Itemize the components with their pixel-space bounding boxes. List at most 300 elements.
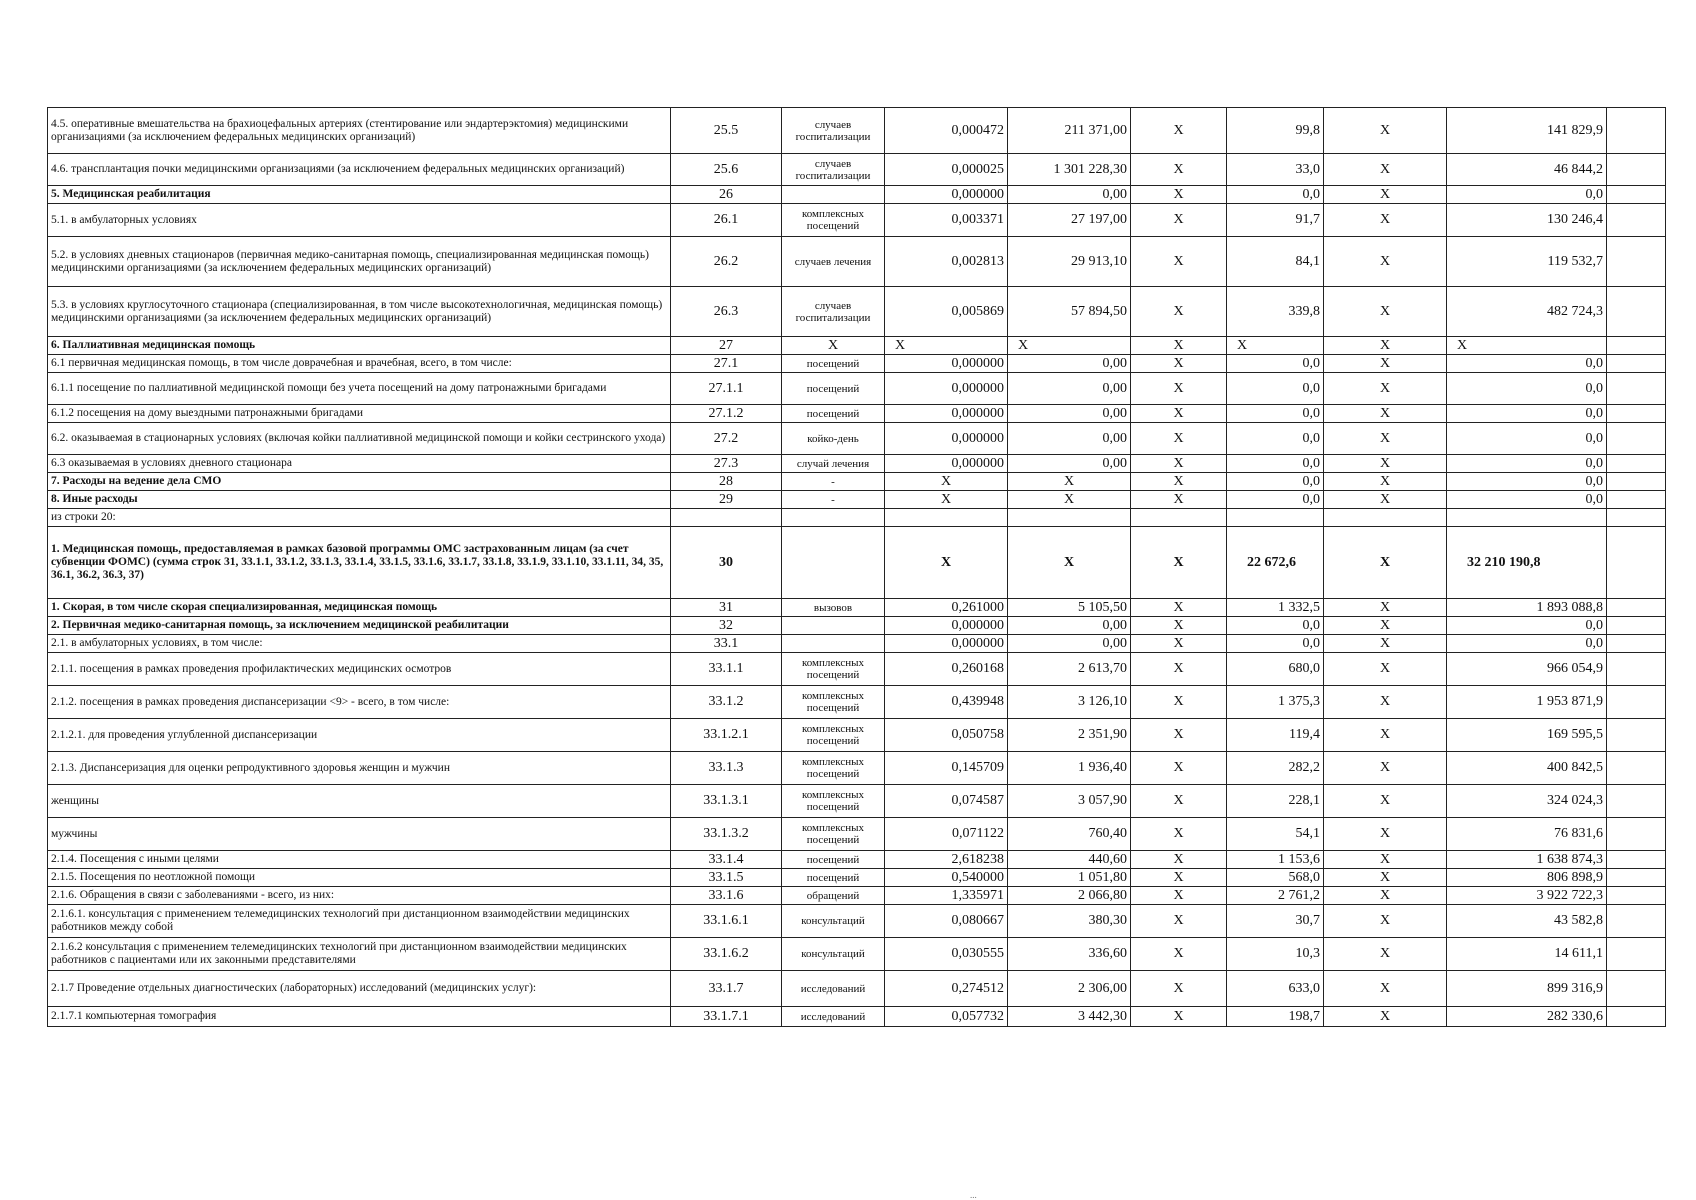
row-unit: случаев госпитализации xyxy=(782,108,885,154)
row-norm-volume: 0,261000 xyxy=(885,599,1008,617)
row-col10 xyxy=(1607,287,1666,337)
row-col6: X xyxy=(1131,186,1227,204)
row-norm-cost: 0,00 xyxy=(1008,635,1131,653)
row-name: 6.1.1 посещение по паллиативной медицинской помощи без учета посещений на дому патронажными бригадами xyxy=(48,373,671,405)
row-col6: X xyxy=(1131,752,1227,785)
row-col8: X xyxy=(1324,373,1447,405)
row-total: 0,0 xyxy=(1447,355,1607,373)
row-name: 2.1.4. Посещения с иными целями xyxy=(48,851,671,869)
row-norm-cost: 1 936,40 xyxy=(1008,752,1131,785)
row-norm-cost: X xyxy=(1008,337,1131,355)
row-col10 xyxy=(1607,719,1666,752)
row-unit: случай лечения xyxy=(782,455,885,473)
row-unit: посещений xyxy=(782,869,885,887)
row-per-capita: 0,0 xyxy=(1227,186,1324,204)
row-name: 5.1. в амбулаторных условиях xyxy=(48,204,671,237)
table-row xyxy=(48,154,1666,186)
row-col10 xyxy=(1607,237,1666,287)
row-norm-cost: 1 051,80 xyxy=(1008,869,1131,887)
row-per-capita: 633,0 xyxy=(1227,971,1324,1007)
table-row xyxy=(48,455,1666,473)
row-norm-cost: 0,00 xyxy=(1008,455,1131,473)
row-unit: обращений xyxy=(782,887,885,905)
row-total: 141 829,9 xyxy=(1447,108,1607,154)
row-total: 169 595,5 xyxy=(1447,719,1607,752)
row-total: 1 638 874,3 xyxy=(1447,851,1607,869)
row-code: 33.1.6 xyxy=(671,887,782,905)
table-row xyxy=(48,686,1666,719)
row-norm-volume: 0,003371 xyxy=(885,204,1008,237)
row-col10 xyxy=(1607,938,1666,971)
row-norm-cost: 3 057,90 xyxy=(1008,785,1131,818)
row-col6: X xyxy=(1131,491,1227,509)
row-per-capita: 33,0 xyxy=(1227,154,1324,186)
row-col8: X xyxy=(1324,1007,1447,1027)
row-unit: посещений xyxy=(782,851,885,869)
row-norm-cost: 57 894,50 xyxy=(1008,287,1131,337)
row-norm-cost: 2 066,80 xyxy=(1008,887,1131,905)
row-code: 33.1.2.1 xyxy=(671,719,782,752)
row-col8: X xyxy=(1324,905,1447,938)
row-per-capita: 1 332,5 xyxy=(1227,599,1324,617)
row-total: 282 330,6 xyxy=(1447,1007,1607,1027)
row-code: 33.1 xyxy=(671,635,782,653)
row-col8: X xyxy=(1324,491,1447,509)
table-row xyxy=(48,509,1666,527)
row-norm-volume: 0,071122 xyxy=(885,818,1008,851)
row-norm-volume: X xyxy=(885,473,1008,491)
row-col6: X xyxy=(1131,599,1227,617)
row-norm-volume: 0,274512 xyxy=(885,971,1008,1007)
row-total: 966 054,9 xyxy=(1447,653,1607,686)
row-norm-volume: X xyxy=(885,527,1008,599)
row-col10 xyxy=(1607,108,1666,154)
row-norm-volume: 0,050758 xyxy=(885,719,1008,752)
row-norm-volume: 0,000000 xyxy=(885,355,1008,373)
table-row xyxy=(48,905,1666,938)
row-norm-volume: 0,000000 xyxy=(885,186,1008,204)
table-row xyxy=(48,337,1666,355)
row-name: 2.1. в амбулаторных условиях, в том числе: xyxy=(48,635,671,653)
row-unit: комплексных посещений xyxy=(782,818,885,851)
row-norm-cost: 2 351,90 xyxy=(1008,719,1131,752)
row-col10 xyxy=(1607,686,1666,719)
table-row xyxy=(48,355,1666,373)
row-per-capita xyxy=(1227,509,1324,527)
row-unit: исследований xyxy=(782,971,885,1007)
row-code: 33.1.3.2 xyxy=(671,818,782,851)
row-norm-volume: 0,439948 xyxy=(885,686,1008,719)
page-number-mark: ... xyxy=(970,1190,977,1200)
row-col10 xyxy=(1607,869,1666,887)
row-col10 xyxy=(1607,785,1666,818)
table-row xyxy=(48,1007,1666,1027)
row-norm-volume: 0,000000 xyxy=(885,635,1008,653)
row-col10 xyxy=(1607,752,1666,785)
row-col8: X xyxy=(1324,785,1447,818)
row-norm-volume: 0,145709 xyxy=(885,752,1008,785)
row-total: 1 893 088,8 xyxy=(1447,599,1607,617)
row-per-capita: 680,0 xyxy=(1227,653,1324,686)
row-col8: X xyxy=(1324,337,1447,355)
row-code: 33.1.7.1 xyxy=(671,1007,782,1027)
row-unit: вызовов xyxy=(782,599,885,617)
row-unit: комплексных посещений xyxy=(782,752,885,785)
row-name: 5.2. в условиях дневных стационаров (первичная медико-санитарная помощь, специализированная медицинская помощь) медицинскими организациями (за исключением федеральных медицинских организаций) xyxy=(48,237,671,287)
row-norm-volume: 0,540000 xyxy=(885,869,1008,887)
row-col6: X xyxy=(1131,635,1227,653)
row-total: 3 922 722,3 xyxy=(1447,887,1607,905)
row-total: 0,0 xyxy=(1447,186,1607,204)
row-col6: X xyxy=(1131,686,1227,719)
row-code: 30 xyxy=(671,527,782,599)
row-name: 2.1.6. Обращения в связи с заболеваниями - всего, из них: xyxy=(48,887,671,905)
row-unit: комплексных посещений xyxy=(782,204,885,237)
table-row xyxy=(48,785,1666,818)
row-col8: X xyxy=(1324,653,1447,686)
row-name: 7. Расходы на ведение дела СМО xyxy=(48,473,671,491)
row-norm-cost: 380,30 xyxy=(1008,905,1131,938)
row-col8: X xyxy=(1324,719,1447,752)
row-norm-cost: 211 371,00 xyxy=(1008,108,1131,154)
row-total: 0,0 xyxy=(1447,423,1607,455)
row-col8: X xyxy=(1324,355,1447,373)
row-col6: X xyxy=(1131,653,1227,686)
row-code: 28 xyxy=(671,473,782,491)
row-code: 33.1.7 xyxy=(671,971,782,1007)
row-col10 xyxy=(1607,455,1666,473)
row-code: 25.6 xyxy=(671,154,782,186)
row-total: 46 844,2 xyxy=(1447,154,1607,186)
row-col10 xyxy=(1607,527,1666,599)
row-total: 119 532,7 xyxy=(1447,237,1607,287)
row-per-capita: 339,8 xyxy=(1227,287,1324,337)
row-norm-cost: 27 197,00 xyxy=(1008,204,1131,237)
table-row xyxy=(48,287,1666,337)
table-row xyxy=(48,237,1666,287)
row-col8: X xyxy=(1324,287,1447,337)
row-norm-volume: 0,000000 xyxy=(885,617,1008,635)
row-norm-volume: X xyxy=(885,491,1008,509)
table-row xyxy=(48,527,1666,599)
row-code: 27.1.1 xyxy=(671,373,782,405)
row-col10 xyxy=(1607,851,1666,869)
row-name: 1. Скорая, в том числе скорая специализированная, медицинская помощь xyxy=(48,599,671,617)
row-code: 33.1.5 xyxy=(671,869,782,887)
row-code: 33.1.6.2 xyxy=(671,938,782,971)
row-code: 27.3 xyxy=(671,455,782,473)
table-row xyxy=(48,653,1666,686)
row-col6: X xyxy=(1131,617,1227,635)
table-row xyxy=(48,617,1666,635)
row-total: 899 316,9 xyxy=(1447,971,1607,1007)
row-col10 xyxy=(1607,405,1666,423)
row-unit: комплексных посещений xyxy=(782,785,885,818)
table-row xyxy=(48,971,1666,1007)
row-name: 6. Паллиативная медицинская помощь xyxy=(48,337,671,355)
row-total: 482 724,3 xyxy=(1447,287,1607,337)
row-norm-volume: X xyxy=(885,337,1008,355)
row-unit: случаев госпитализации xyxy=(782,154,885,186)
row-total: 0,0 xyxy=(1447,405,1607,423)
row-per-capita: X xyxy=(1227,337,1324,355)
row-norm-cost: 5 105,50 xyxy=(1008,599,1131,617)
row-total: 43 582,8 xyxy=(1447,905,1607,938)
row-norm-cost: 0,00 xyxy=(1008,617,1131,635)
row-col10 xyxy=(1607,818,1666,851)
row-col8: X xyxy=(1324,869,1447,887)
row-name: 6.1 первичная медицинская помощь, в том числе доврачебная и врачебная, всего, в том числе: xyxy=(48,355,671,373)
row-per-capita: 0,0 xyxy=(1227,491,1324,509)
row-unit xyxy=(782,617,885,635)
row-col8: X xyxy=(1324,851,1447,869)
row-code: 27.1.2 xyxy=(671,405,782,423)
row-norm-volume: 0,030555 xyxy=(885,938,1008,971)
row-norm-volume: 0,000000 xyxy=(885,455,1008,473)
row-name: 6.1.2 посещения на дому выездными патронажными бригадами xyxy=(48,405,671,423)
row-name: 2.1.6.2 консультация с применением телемедицинских технологий при дистанционном взаимодействии медицинских работников с пациентами или их законными представителями xyxy=(48,938,671,971)
row-per-capita: 0,0 xyxy=(1227,373,1324,405)
row-col6: X xyxy=(1131,355,1227,373)
row-norm-volume: 0,000000 xyxy=(885,373,1008,405)
row-name: 1. Медицинская помощь, предоставляемая в рамках базовой программы ОМС застрахованным лицам (за счет субвенции ФОМС) (сумма строк 31, 33.1.1, 33.1.2, 33.1.3, 33.1.4, 33.1.5, 33.1.6, 33.1.7, 33.1.8, 33.1.9, 33.1.10, 33.1.11, 34, 35, 36.1, 36.2, 36.3, 37) xyxy=(48,527,671,599)
row-col6: X xyxy=(1131,237,1227,287)
row-norm-cost: 0,00 xyxy=(1008,355,1131,373)
row-norm-volume xyxy=(885,509,1008,527)
row-code xyxy=(671,509,782,527)
row-col10 xyxy=(1607,355,1666,373)
row-col8: X xyxy=(1324,887,1447,905)
row-norm-volume: 1,335971 xyxy=(885,887,1008,905)
table-row xyxy=(48,405,1666,423)
row-col8: X xyxy=(1324,204,1447,237)
row-col10 xyxy=(1607,617,1666,635)
row-col6: X xyxy=(1131,905,1227,938)
row-norm-volume: 2,618238 xyxy=(885,851,1008,869)
row-col10 xyxy=(1607,635,1666,653)
row-col8: X xyxy=(1324,455,1447,473)
row-col8: X xyxy=(1324,154,1447,186)
row-norm-volume: 0,000000 xyxy=(885,423,1008,455)
row-norm-cost xyxy=(1008,509,1131,527)
row-per-capita: 0,0 xyxy=(1227,617,1324,635)
row-unit xyxy=(782,186,885,204)
row-name: 2.1.1. посещения в рамках проведения профилактических медицинских осмотров xyxy=(48,653,671,686)
row-col10 xyxy=(1607,373,1666,405)
table-row xyxy=(48,373,1666,405)
row-name: 2.1.7.1 компьютерная томография xyxy=(48,1007,671,1027)
row-per-capita: 568,0 xyxy=(1227,869,1324,887)
row-per-capita: 84,1 xyxy=(1227,237,1324,287)
row-norm-cost: X xyxy=(1008,491,1131,509)
row-per-capita: 30,7 xyxy=(1227,905,1324,938)
row-norm-cost: 336,60 xyxy=(1008,938,1131,971)
row-col6: X xyxy=(1131,971,1227,1007)
row-col6: X xyxy=(1131,373,1227,405)
row-norm-volume: 0,074587 xyxy=(885,785,1008,818)
row-norm-cost: 0,00 xyxy=(1008,373,1131,405)
row-per-capita: 0,0 xyxy=(1227,405,1324,423)
row-unit xyxy=(782,527,885,599)
row-unit: случаев госпитализации xyxy=(782,287,885,337)
row-norm-cost: 3 126,10 xyxy=(1008,686,1131,719)
row-norm-volume: 0,000000 xyxy=(885,405,1008,423)
row-code: 33.1.1 xyxy=(671,653,782,686)
row-col10 xyxy=(1607,509,1666,527)
row-col8: X xyxy=(1324,818,1447,851)
row-col6: X xyxy=(1131,785,1227,818)
row-col10 xyxy=(1607,491,1666,509)
row-col6: X xyxy=(1131,204,1227,237)
row-per-capita: 91,7 xyxy=(1227,204,1324,237)
row-unit xyxy=(782,509,885,527)
row-col10 xyxy=(1607,887,1666,905)
row-per-capita: 99,8 xyxy=(1227,108,1324,154)
row-col6: X xyxy=(1131,1007,1227,1027)
row-col6: X xyxy=(1131,108,1227,154)
row-code: 33.1.3 xyxy=(671,752,782,785)
row-unit: X xyxy=(782,337,885,355)
row-col10 xyxy=(1607,599,1666,617)
row-unit xyxy=(782,635,885,653)
row-code: 29 xyxy=(671,491,782,509)
row-name: 2.1.5. Посещения по неотложной помощи xyxy=(48,869,671,887)
row-col8: X xyxy=(1324,599,1447,617)
row-norm-cost: 440,60 xyxy=(1008,851,1131,869)
row-unit: случаев лечения xyxy=(782,237,885,287)
table-row xyxy=(48,599,1666,617)
row-norm-cost: 0,00 xyxy=(1008,186,1131,204)
row-total: 1 953 871,9 xyxy=(1447,686,1607,719)
row-norm-cost: 3 442,30 xyxy=(1008,1007,1131,1027)
row-unit: консультаций xyxy=(782,905,885,938)
table-row xyxy=(48,869,1666,887)
row-col10 xyxy=(1607,204,1666,237)
row-code: 26.1 xyxy=(671,204,782,237)
row-col8: X xyxy=(1324,473,1447,491)
row-col10 xyxy=(1607,154,1666,186)
row-name: 2.1.3. Диспансеризация для оценки репродуктивного здоровья женщин и мужчин xyxy=(48,752,671,785)
row-unit: посещений xyxy=(782,355,885,373)
row-name: 8. Иные расходы xyxy=(48,491,671,509)
row-per-capita: 0,0 xyxy=(1227,455,1324,473)
row-col8: X xyxy=(1324,405,1447,423)
row-name: 5. Медицинская реабилитация xyxy=(48,186,671,204)
table-row xyxy=(48,818,1666,851)
table-row xyxy=(48,491,1666,509)
row-col8: X xyxy=(1324,752,1447,785)
table-row xyxy=(48,423,1666,455)
row-unit: - xyxy=(782,473,885,491)
table-row xyxy=(48,186,1666,204)
row-code: 26 xyxy=(671,186,782,204)
row-total: 0,0 xyxy=(1447,617,1607,635)
row-total: 0,0 xyxy=(1447,473,1607,491)
row-unit: консультаций xyxy=(782,938,885,971)
row-code: 25.5 xyxy=(671,108,782,154)
row-norm-volume: 0,057732 xyxy=(885,1007,1008,1027)
row-code: 33.1.4 xyxy=(671,851,782,869)
row-norm-cost: 29 913,10 xyxy=(1008,237,1131,287)
row-total: 400 842,5 xyxy=(1447,752,1607,785)
row-name: 2. Первичная медико-санитарная помощь, за исключением медицинской реабилитации xyxy=(48,617,671,635)
row-norm-volume: 0,002813 xyxy=(885,237,1008,287)
row-total: 324 024,3 xyxy=(1447,785,1607,818)
row-col6: X xyxy=(1131,851,1227,869)
row-norm-cost: 2 306,00 xyxy=(1008,971,1131,1007)
row-unit: койко-день xyxy=(782,423,885,455)
row-col6: X xyxy=(1131,527,1227,599)
row-col10 xyxy=(1607,423,1666,455)
row-per-capita: 1 375,3 xyxy=(1227,686,1324,719)
row-norm-cost: 2 613,70 xyxy=(1008,653,1131,686)
row-total: X xyxy=(1447,337,1607,355)
row-per-capita: 0,0 xyxy=(1227,355,1324,373)
row-per-capita: 54,1 xyxy=(1227,818,1324,851)
row-col10 xyxy=(1607,1007,1666,1027)
row-col8: X xyxy=(1324,686,1447,719)
row-total: 0,0 xyxy=(1447,373,1607,405)
row-total: 0,0 xyxy=(1447,455,1607,473)
row-name: из строки 20: xyxy=(48,509,671,527)
row-col6: X xyxy=(1131,887,1227,905)
row-name: 4.5. оперативные вмешательства на брахиоцефальных артериях (стентирование или эндартерэктомия) медицинскими организациями (за исключением федеральных медицинских организаций) xyxy=(48,108,671,154)
row-unit: - xyxy=(782,491,885,509)
row-col6 xyxy=(1131,509,1227,527)
row-total: 130 246,4 xyxy=(1447,204,1607,237)
table-row xyxy=(48,938,1666,971)
table-row xyxy=(48,108,1666,154)
row-code: 26.3 xyxy=(671,287,782,337)
row-per-capita: 0,0 xyxy=(1227,423,1324,455)
row-col8: X xyxy=(1324,108,1447,154)
row-unit: комплексных посещений xyxy=(782,653,885,686)
row-norm-volume: 0,000472 xyxy=(885,108,1008,154)
row-col10 xyxy=(1607,337,1666,355)
row-norm-volume: 0,080667 xyxy=(885,905,1008,938)
row-norm-cost: X xyxy=(1008,527,1131,599)
row-per-capita: 282,2 xyxy=(1227,752,1324,785)
row-per-capita: 2 761,2 xyxy=(1227,887,1324,905)
row-name: 2.1.2.1. для проведения углубленной диспансеризации xyxy=(48,719,671,752)
row-col10 xyxy=(1607,186,1666,204)
row-norm-volume: 0,005869 xyxy=(885,287,1008,337)
row-code: 33.1.6.1 xyxy=(671,905,782,938)
row-col8: X xyxy=(1324,237,1447,287)
row-col10 xyxy=(1607,473,1666,491)
row-code: 27 xyxy=(671,337,782,355)
row-col6: X xyxy=(1131,869,1227,887)
row-col6: X xyxy=(1131,818,1227,851)
row-col6: X xyxy=(1131,719,1227,752)
table-row xyxy=(48,851,1666,869)
table-row xyxy=(48,719,1666,752)
row-norm-cost: X xyxy=(1008,473,1131,491)
row-per-capita: 10,3 xyxy=(1227,938,1324,971)
row-unit: посещений xyxy=(782,405,885,423)
row-col8: X xyxy=(1324,186,1447,204)
row-norm-cost: 760,40 xyxy=(1008,818,1131,851)
table-row xyxy=(48,752,1666,785)
row-total: 14 611,1 xyxy=(1447,938,1607,971)
row-name: 6.2. оказываемая в стационарных условиях (включая койки паллиативной медицинской помощи и койки сестринского ухода) xyxy=(48,423,671,455)
row-total: 0,0 xyxy=(1447,635,1607,653)
row-name: 2.1.6.1. консультация с применением телемедицинских технологий при дистанционном взаимодействии медицинских работников между собой xyxy=(48,905,671,938)
row-total: 0,0 xyxy=(1447,491,1607,509)
row-norm-volume: 0,260168 xyxy=(885,653,1008,686)
row-col6: X xyxy=(1131,938,1227,971)
table-row xyxy=(48,887,1666,905)
